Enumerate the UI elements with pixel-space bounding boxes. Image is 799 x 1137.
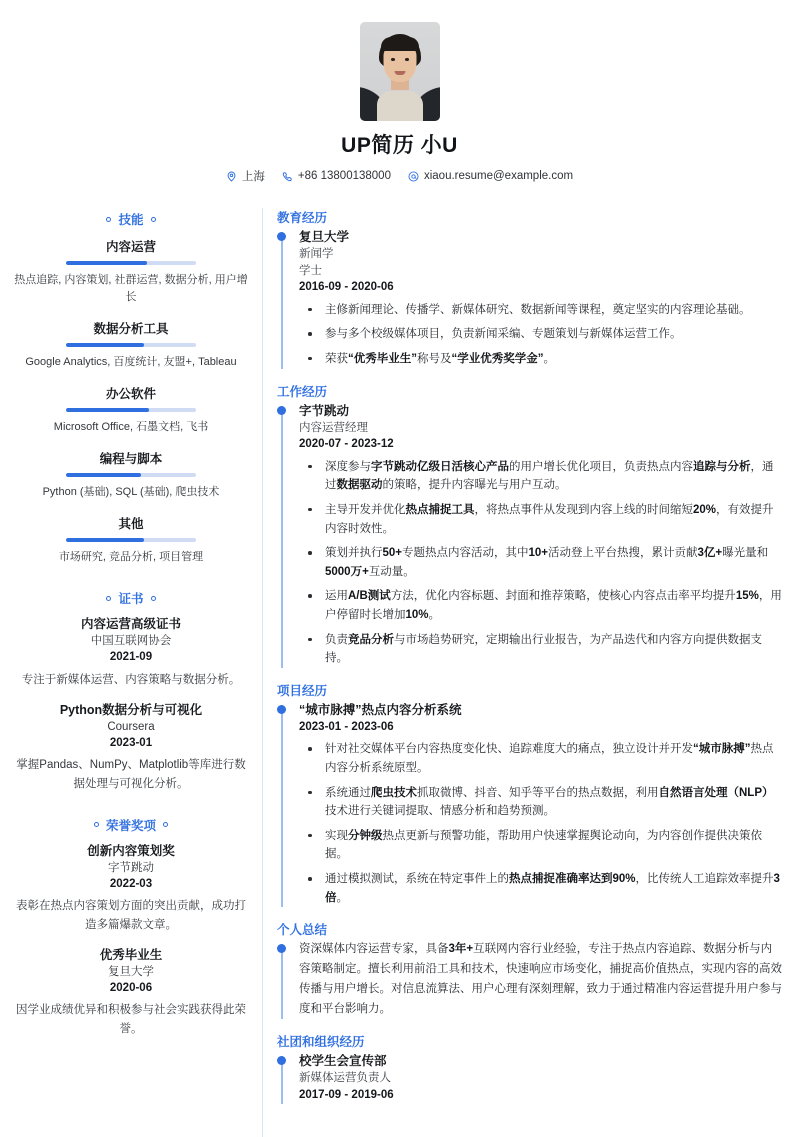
section-summary <box>277 920 783 1019</box>
skill-items: Microsoft Office, 石墨文档, 飞书 <box>53 421 209 434</box>
phone-icon <box>282 171 293 182</box>
section-work <box>277 382 783 668</box>
skill-progress-bar <box>66 538 196 542</box>
section-project <box>277 681 783 907</box>
photo-shirt <box>377 91 423 121</box>
list-item: 运用A/B测试方法，优化内容标题、封面和推荐策略，使核心内容点击率平均提升15%，用户停留时长增加10%。 <box>299 587 783 624</box>
skill-progress-bar <box>66 473 196 477</box>
sidebar-heading-awards <box>12 816 250 834</box>
section-title-education: 教育经历 <box>277 211 328 225</box>
award-org: 复旦大学 <box>108 965 154 978</box>
list-item: 参与多个校级媒体项目，负责新闻采编、专题策划与新媒体运营工作。 <box>299 325 783 344</box>
skill-progress-fill <box>66 408 149 412</box>
skill-item <box>12 319 250 371</box>
work-timeline <box>277 402 783 668</box>
page-title: UP简历 小U <box>341 134 458 157</box>
avatar <box>360 22 440 121</box>
list-item: 深度参与字节跳动亿级日活核心产品的用户增长优化项目，负责热点内容追踪与分析，通过数据驱动的策略，提升内容曝光与用户互动。 <box>299 458 783 495</box>
list-item: 通过模拟测试，系统在特定事件上的热点捕捉准确率达到90%，比传统人工追踪效率提升3倍。 <box>299 870 783 907</box>
skill-items: 市场研究, 竞品分析, 项目管理 <box>58 551 204 564</box>
spacer <box>12 806 250 814</box>
summary-text: 资深媒体内容运营专家，具备3年+互联网内容行业经验，专注于热点内容追踪、数据分析与内容策略制定。擅长利用前沿工具和技术，快速响应市场变化，捕捉高价值热点，实现内容的高效传播与用户增长。对信息流算法、用户心理有深刻理解，致力于通过精准内容运营提升用户参与度和平台影响力。 <box>299 943 782 1015</box>
org-name: 校学生会宣传部 <box>299 1054 387 1069</box>
skill-name: 内容运营 <box>105 240 156 254</box>
project-timeline <box>277 701 783 907</box>
spacer <box>12 579 250 587</box>
project-name: “城市脉搏”热点内容分析系统 <box>299 702 462 717</box>
contact-phone <box>282 170 391 182</box>
list-item: 主导开发并优化热点捕捉工具，将热点事件从发现到内容上线的时间缩短20%，有效提升内容时效性。 <box>299 501 783 538</box>
work-company: 字节跳动 <box>299 403 350 418</box>
contact-phone-value: +86 13800138000 <box>297 170 391 182</box>
certificate-org: Coursera <box>107 720 155 733</box>
award-date: 2020-06 <box>109 981 153 994</box>
main-content <box>263 208 799 1137</box>
skill-items: 热点追踪, 内容策划, 社群运营, 数据分析, 用户增长 <box>14 274 248 304</box>
education-degree: 学士 <box>299 264 322 277</box>
list-item: 负责竞品分析与市场趋势研究，定期输出行业报告，为产品迭代和内容方向提供数据支持。 <box>299 631 783 668</box>
skill-items: Google Analytics, 百度统计, 友盟+, Tableau <box>25 356 237 369</box>
award-date: 2022-03 <box>109 877 153 890</box>
award-title: 优秀毕业生 <box>99 947 163 962</box>
list-item: 针对社交媒体平台内容热度变化快、追踪难度大的痛点，独立设计并开发“城市脉搏”热点内容分析系统原型。 <box>299 740 783 777</box>
contact-location-value: 上海 <box>241 171 265 183</box>
section-title-work: 工作经历 <box>277 384 328 399</box>
work-bullets <box>299 458 783 668</box>
contact-email-value: xiaou.resume@example.com <box>423 170 574 182</box>
award-item <box>12 947 250 1038</box>
education-date: 2016-09 - 2020-06 <box>299 281 394 294</box>
education-school: 复旦大学 <box>299 230 350 244</box>
org-timeline <box>277 1052 783 1104</box>
list-item: 策划并执行50+专题热点内容活动，其中10+活动登上平台热搜，累计贡献3亿+曝光量和5000万+互动量。 <box>299 544 783 581</box>
sidebar-heading-skills-label: 技能 <box>118 213 144 227</box>
timeline-dot-icon <box>277 232 286 241</box>
ring-decoration-icon <box>163 822 168 827</box>
work-date: 2020-07 - 2023-12 <box>299 438 394 451</box>
timeline-dot-icon <box>277 1056 286 1065</box>
certificate-date: 2021-09 <box>109 651 153 664</box>
skill-name: 办公软件 <box>105 387 156 402</box>
education-timeline <box>277 228 783 369</box>
resume-body <box>0 194 799 1137</box>
certificate-title: Python数据分析与可视化 <box>59 702 203 717</box>
location-pin-icon <box>226 171 237 182</box>
skill-items: Python (基础), SQL (基础), 爬虫技术 <box>42 486 220 499</box>
award-org: 字节跳动 <box>108 861 154 874</box>
contact-row <box>0 168 799 184</box>
timeline-dot-icon <box>277 406 286 415</box>
section-title-project: 项目经历 <box>277 683 328 698</box>
project-bullets <box>299 740 783 907</box>
email-at-icon <box>408 171 419 182</box>
section-title-org: 社团和组织经历 <box>277 1035 365 1050</box>
skill-item <box>12 237 250 306</box>
certificate-item <box>12 616 250 689</box>
skill-name: 数据分析工具 <box>93 322 169 337</box>
sidebar-heading-certificates <box>12 589 250 607</box>
skill-progress-bar <box>66 343 196 347</box>
ring-decoration-icon <box>94 822 99 827</box>
list-item: 实现分钟级热点更新与预警功能，帮助用户快速掌握舆论动向，为内容创作提供决策依据。 <box>299 827 783 864</box>
ring-decoration-icon <box>151 217 156 222</box>
certificate-title: 内容运营高级证书 <box>80 617 181 632</box>
ring-decoration-icon <box>106 217 111 222</box>
certificate-desc: 掌握Pandas、NumPy、Matplotlib等库进行数据处理与可视化分析。 <box>16 759 246 790</box>
education-major: 新闻学 <box>299 248 334 261</box>
certificate-desc: 专注于新媒体运营、内容策略与数据分析。 <box>21 673 241 686</box>
skill-progress-fill <box>66 261 147 265</box>
education-bullets <box>299 301 783 369</box>
sidebar-heading-certificates-label: 证书 <box>118 592 144 607</box>
section-education <box>277 208 783 369</box>
org-date: 2017-09 - 2019-06 <box>299 1089 394 1102</box>
work-role: 内容运营经理 <box>299 421 368 434</box>
section-org <box>277 1032 783 1104</box>
sidebar-heading-awards-label: 荣誉奖项 <box>105 818 156 833</box>
summary-timeline <box>277 940 783 1019</box>
list-item: 主修新闻理论、传播学、新媒体研究、数据新闻等课程，奠定坚实的内容理论基础。 <box>299 301 783 320</box>
photo-eye-left <box>391 58 395 61</box>
sidebar-heading-skills <box>12 210 250 228</box>
photo-fringe <box>381 37 419 51</box>
list-item: 荣获“优秀毕业生”称号及“学业优秀奖学金”。 <box>299 350 783 369</box>
photo-eye-right <box>405 58 409 61</box>
certificate-org: 中国互联网协会 <box>90 635 172 648</box>
certificate-date: 2023-01 <box>109 736 153 749</box>
org-role: 新媒体运营负责人 <box>299 1072 391 1085</box>
contact-location <box>226 168 265 184</box>
project-date: 2023-01 - 2023-06 <box>299 721 394 734</box>
skill-progress-fill <box>66 538 144 542</box>
skill-progress-bar <box>66 408 196 412</box>
timeline-dot-icon <box>277 944 286 953</box>
certificate-item <box>12 702 250 793</box>
award-title: 创新内容策划奖 <box>87 843 175 858</box>
ring-decoration-icon <box>106 596 111 601</box>
ring-decoration-icon <box>151 596 156 601</box>
sidebar <box>0 208 263 1137</box>
list-item: 系统通过爬虫技术抓取微博、抖音、知乎等平台的热点数据，利用自然语言处理（NLP）技术进行关键词提取、情感分析和趋势预测。 <box>299 784 783 821</box>
section-title-summary: 个人总结 <box>277 923 328 938</box>
skill-name: 其他 <box>118 517 144 532</box>
skill-progress-bar <box>66 261 196 265</box>
award-desc: 表彰在热点内容策划方面的突出贡献，成功打造多篇爆款文章。 <box>16 900 246 931</box>
skill-item <box>12 514 250 566</box>
skill-item <box>12 449 250 501</box>
timeline-dot-icon <box>277 705 286 714</box>
skill-progress-fill <box>66 473 141 477</box>
skill-item <box>12 384 250 436</box>
award-desc: 因学业成绩优异和积极参与社会实践获得此荣誉。 <box>16 1004 246 1035</box>
skill-name: 编程与脚本 <box>99 452 163 467</box>
award-item <box>12 843 250 934</box>
skill-progress-fill <box>66 343 144 347</box>
resume-header <box>0 0 799 194</box>
contact-email <box>408 170 573 182</box>
